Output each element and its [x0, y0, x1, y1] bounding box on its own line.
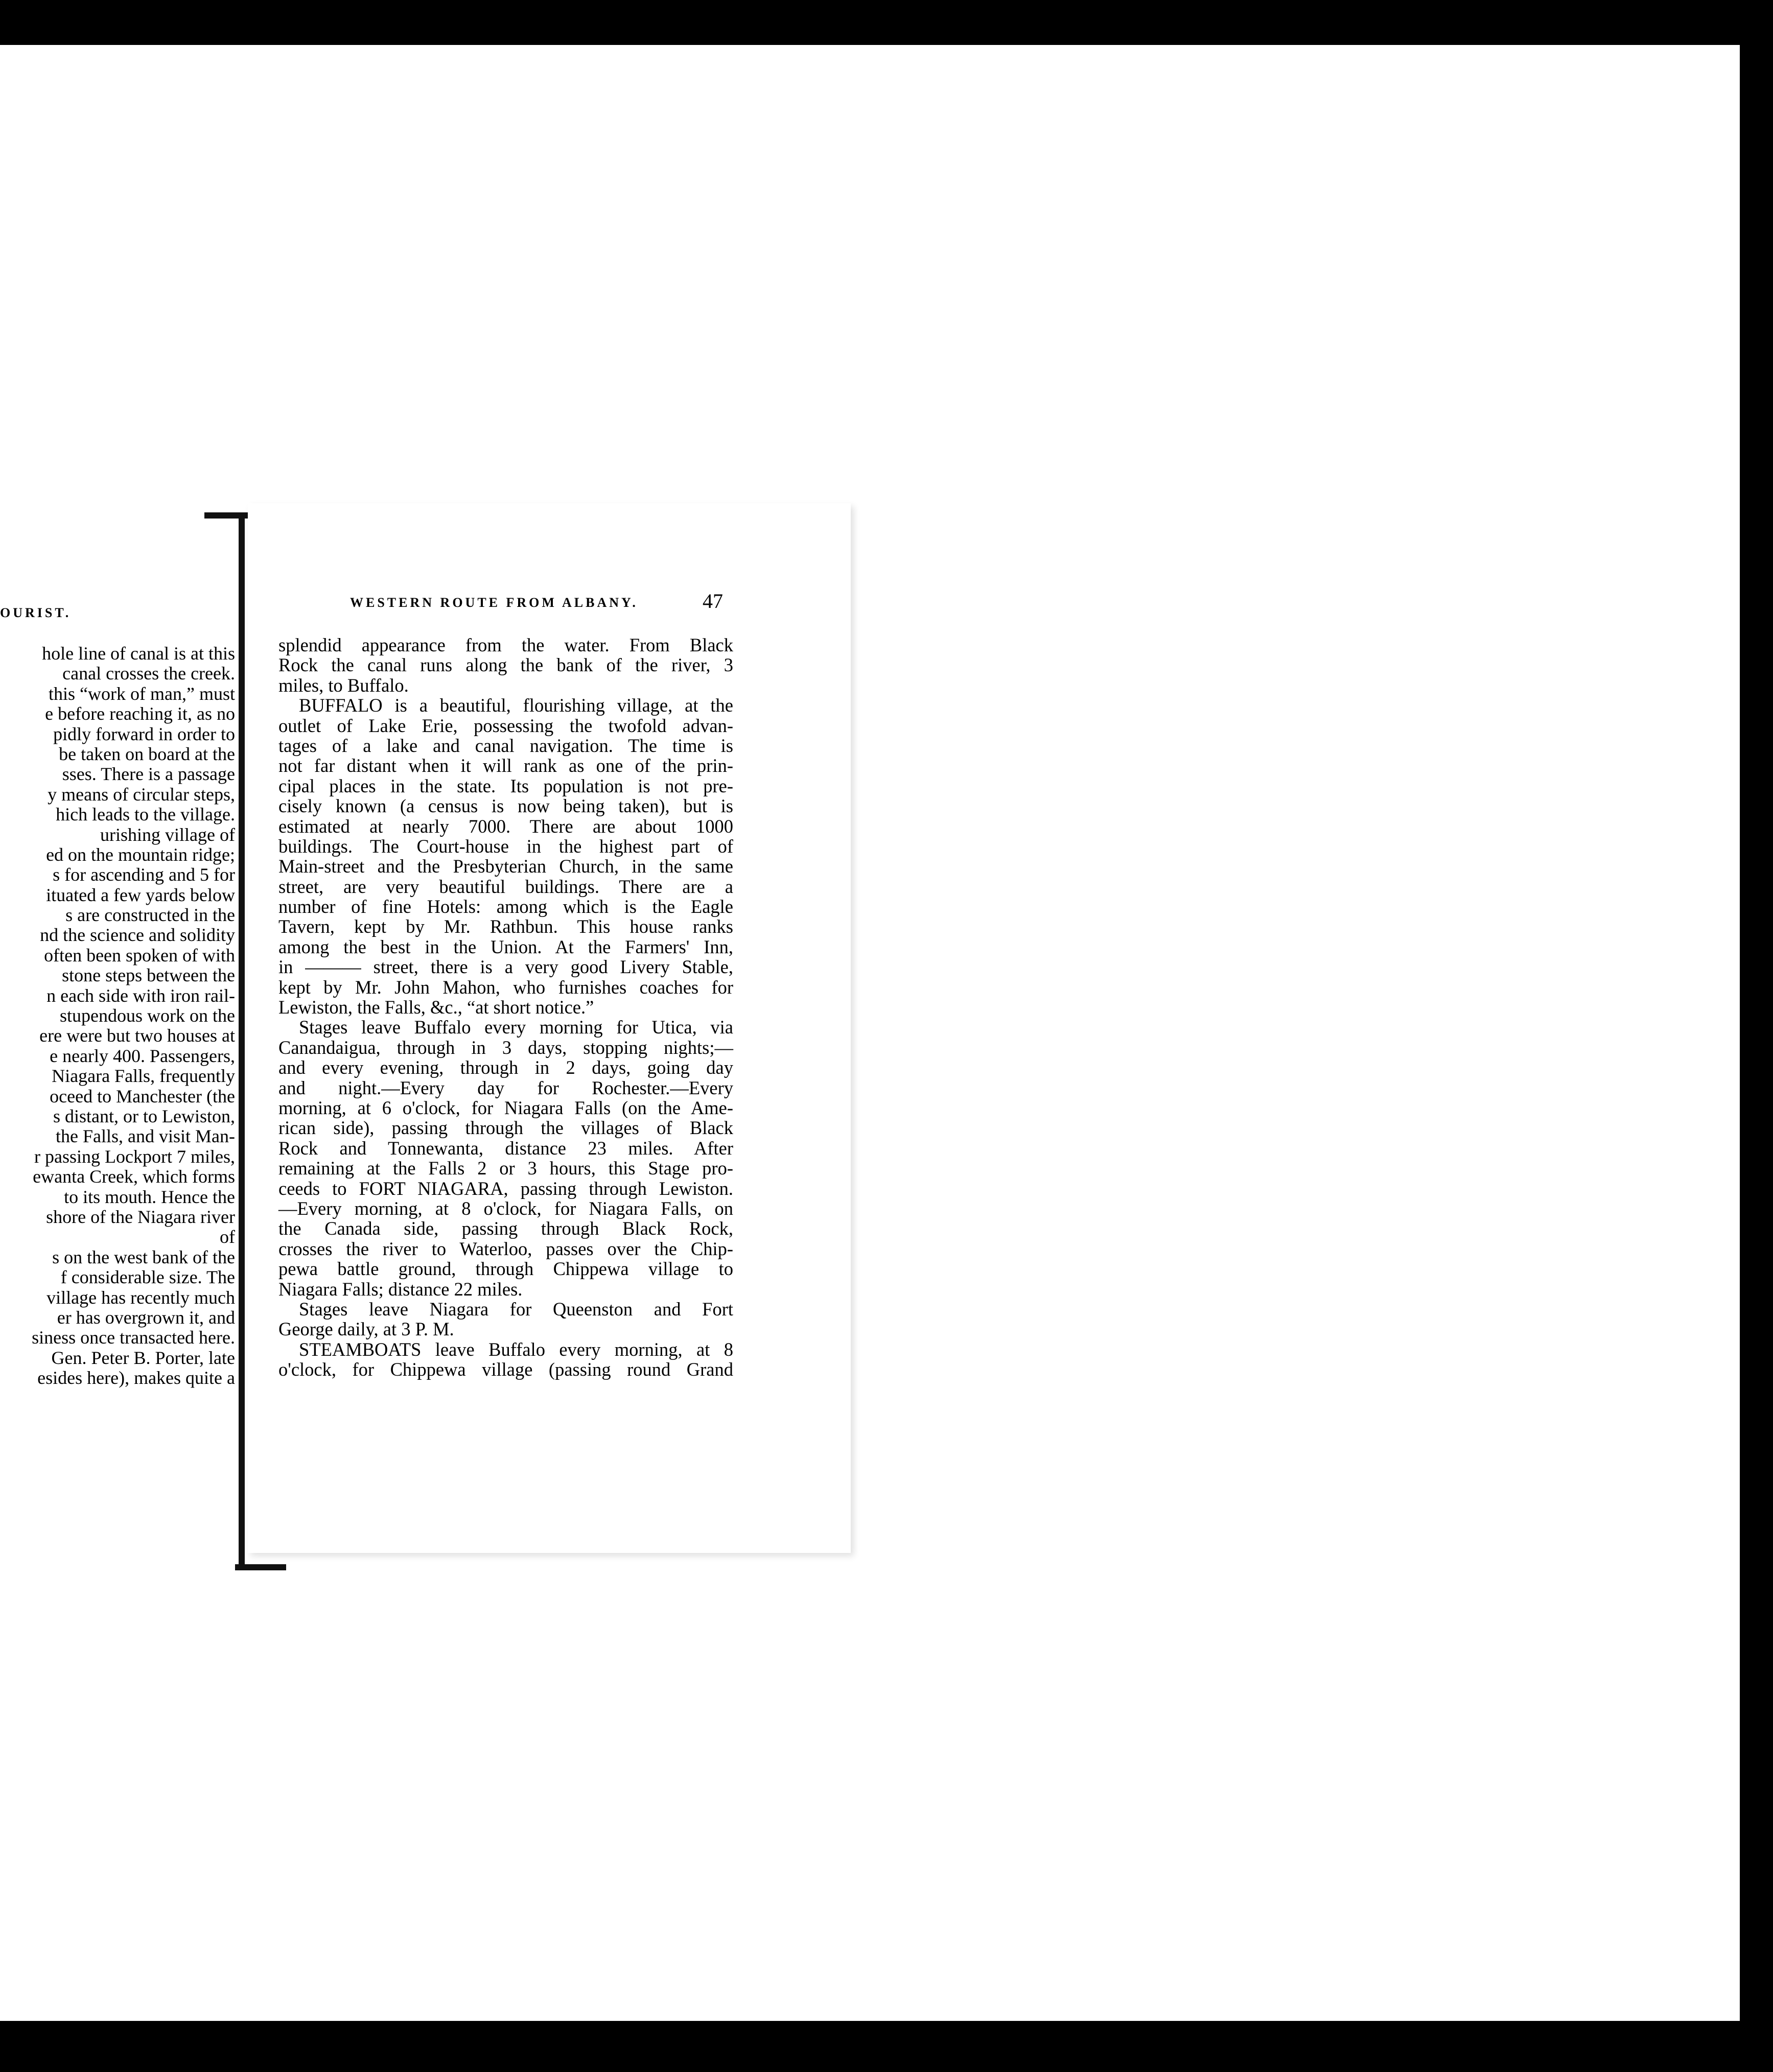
- left-text-line: nd the science and solidity: [40, 925, 235, 946]
- left-text-line: y means of circular steps,: [48, 784, 235, 805]
- text-line: tages of a lake and canal navigation. The time is: [278, 735, 733, 756]
- text-line: morning, at 6 o'clock, for Niagara Falls (on the Ame-: [278, 1097, 733, 1118]
- text-line: the Canada side, passing through Black Rock,: [278, 1218, 733, 1239]
- left-text-line: ere were but two houses at: [39, 1025, 235, 1046]
- text-line: STEAMBOATS leave Buffalo every morning, at 8: [299, 1338, 733, 1360]
- left-text-line: shore of the Niagara river: [46, 1206, 235, 1227]
- left-text-line: ituated a few yards below: [46, 884, 235, 905]
- left-text-line: e nearly 400. Passengers,: [50, 1045, 235, 1066]
- text-line: remaining at the Falls 2 or 3 hours, this Stage pro-: [278, 1158, 733, 1179]
- text-line: cipal places in the state. Its population is not pre-: [278, 775, 733, 796]
- left-text-line: hich leads to the village.: [56, 804, 235, 825]
- text-line: kept by Mr. John Mahon, who furnishes coaches for: [278, 976, 733, 998]
- text-line: estimated at nearly 7000. There are about 1000: [278, 815, 733, 837]
- text-line: Rock the canal runs along the bank of the river, 3: [278, 654, 733, 676]
- left-text-line: stone steps between the: [62, 965, 235, 986]
- text-line: among the best in the Union. At the Farmers' Inn,: [278, 936, 733, 957]
- text-line: splendid appearance from the water. From Black: [278, 634, 733, 655]
- text-line: pewa battle ground, through Chippewa village to: [278, 1258, 733, 1280]
- left-running-head: OURIST.: [0, 605, 72, 620]
- left-text-line: s for ascending and 5 for: [53, 864, 235, 885]
- left-text-line: siness once transacted here.: [32, 1327, 235, 1348]
- left-text-line: this “work of man,” must: [49, 683, 235, 704]
- left-text-line: pidly forward in order to: [53, 723, 235, 744]
- left-text-line: often been spoken of with: [44, 945, 235, 966]
- right-page: [248, 503, 851, 1553]
- text-line: Canandaigua, through in 3 days, stopping nights;—: [278, 1037, 733, 1058]
- left-text-line: be taken on board at the: [59, 743, 235, 764]
- left-text-line: er has overgrown it, and: [57, 1307, 235, 1328]
- text-line: crosses the river to Waterloo, passes over the Chip-: [278, 1238, 733, 1259]
- text-line: and every evening, through in 2 days, going day: [278, 1057, 733, 1078]
- right-page-text: [278, 635, 733, 1379]
- left-text-line: oceed to Manchester (the: [50, 1086, 235, 1106]
- left-text-line: r passing Lockport 7 miles,: [34, 1146, 235, 1167]
- text-line: Main-street and the Presbyterian Church, in the same: [278, 856, 733, 877]
- text-line: in ——— street, there is a very good Livery Stable,: [278, 956, 733, 978]
- left-text-line: n each side with iron rail-: [46, 985, 235, 1006]
- text-line: ceeds to FORT NIAGARA, passing through Lewiston.: [278, 1178, 733, 1199]
- scan-right-border: [1740, 41, 1773, 2033]
- text-line: —Every morning, at 8 o'clock, for Niagara Falls, on: [278, 1197, 733, 1219]
- left-text-line: stupendous work on the: [60, 1005, 235, 1026]
- left-page-text: [0, 644, 235, 1388]
- text-line: rican side), passing through the villages of Black: [278, 1117, 733, 1139]
- left-text-line: village has recently much: [46, 1287, 235, 1308]
- text-line: Rock and Tonnewanta, distance 23 miles. After: [278, 1137, 733, 1159]
- left-text-line: e before reaching it, as no: [45, 703, 235, 724]
- text-line: outlet of Lake Erie, possessing the twofold advan-: [278, 715, 733, 736]
- text-line: street, are very beautiful buildings. There are a: [278, 876, 733, 897]
- left-text-line: s distant, or to Lewiston,: [53, 1105, 235, 1126]
- left-text-line: s are constructed in the: [65, 905, 235, 926]
- text-line: buildings. The Court-house in the highest part of: [278, 835, 733, 857]
- text-line: George daily, at 3 P. M.: [278, 1318, 454, 1340]
- text-line: Niagara Falls; distance 22 miles.: [278, 1278, 523, 1300]
- left-text-line: Niagara Falls, frequently: [52, 1066, 235, 1087]
- text-line: not far distant when it will rank as one of the prin-: [278, 755, 733, 776]
- page-number: 47: [703, 590, 723, 613]
- left-text-line: urishing village of: [100, 824, 235, 845]
- left-text-line: to its mouth. Hence the: [64, 1186, 235, 1207]
- text-line: Tavern, kept by Mr. Rathbun. This house ranks: [278, 916, 733, 937]
- text-line: Lewiston, the Falls, &c., “at short notice.”: [278, 997, 594, 1018]
- text-line: cisely known (a census is now being taken), but is: [278, 795, 733, 817]
- left-page: [0, 516, 240, 1568]
- left-text-line: Gen. Peter B. Porter, late: [51, 1347, 235, 1368]
- left-text-line: ed on the mountain ridge;: [46, 844, 235, 865]
- left-text-line: s on the west bank of the: [52, 1246, 235, 1267]
- right-running-head: WESTERN ROUTE FROM ALBANY.: [350, 595, 638, 610]
- left-text-line: hole line of canal is at this: [42, 643, 235, 664]
- book-gutter: [239, 517, 245, 1568]
- left-text-line: canal crosses the creek.: [62, 663, 235, 684]
- text-line: Stages leave Niagara for Queenston and Fort: [299, 1298, 733, 1320]
- left-text-line: ewanta Creek, which forms: [33, 1166, 235, 1187]
- gutter-bottom-mark: [235, 1564, 286, 1570]
- left-text-line: esides here), makes quite a: [37, 1368, 235, 1388]
- left-text-line: of: [220, 1227, 235, 1247]
- text-line: o'clock, for Chippewa village (passing round Grand: [278, 1359, 733, 1380]
- left-text-line: the Falls, and visit Man-: [56, 1126, 235, 1147]
- left-text-line: f considerable size. The: [60, 1267, 235, 1288]
- text-line: BUFFALO is a beautiful, flourishing village, at the: [299, 695, 733, 716]
- text-line: number of fine Hotels: among which is the Eagle: [278, 896, 733, 917]
- text-line: and night.—Every day for Rochester.—Every: [278, 1077, 733, 1098]
- text-line: Stages leave Buffalo every morning for Utica, via: [299, 1017, 733, 1038]
- text-line: miles, to Buffalo.: [278, 674, 409, 696]
- left-text-line: sses. There is a passage: [62, 764, 235, 785]
